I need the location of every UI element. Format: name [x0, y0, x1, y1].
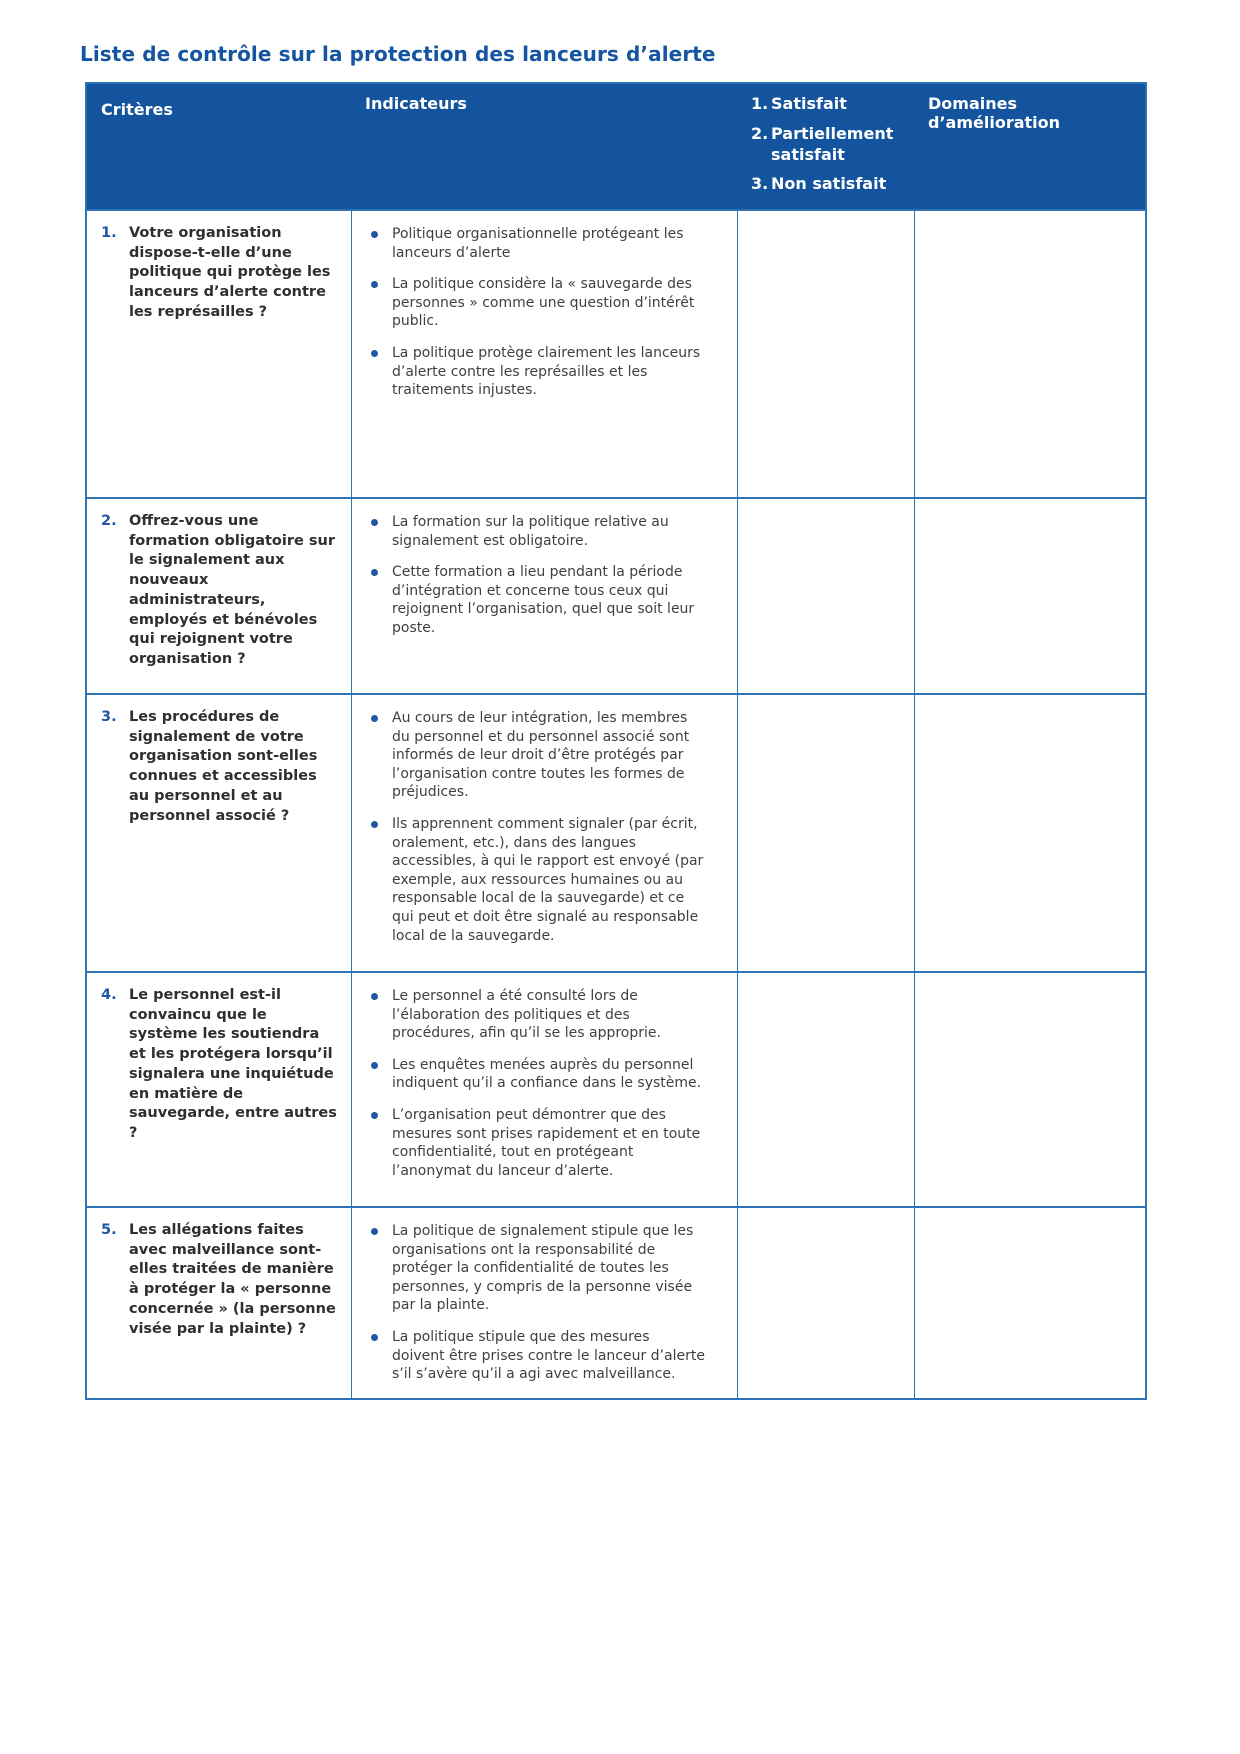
indicator-list	[366, 513, 705, 638]
indicator-text: L’organisation peut démontrer que des mesures sont prises rapidement et en toute confidentialité, tout en protégeant l’anonymat du lanceur d’alerte.	[392, 1107, 701, 1179]
rating-scale-list	[751, 94, 902, 195]
improvement-cell	[914, 499, 1145, 693]
indicators-cell	[351, 973, 737, 1206]
rating-option	[751, 94, 902, 115]
bullet-icon	[371, 281, 378, 288]
criterion-text: Les procédures de signalement de votre organisation sont-elles connues et accessibles au personnel et au personnel associé ?	[129, 709, 318, 824]
indicator-item	[366, 709, 705, 802]
rating-cell	[737, 973, 914, 1206]
checklist-table	[85, 82, 1147, 1400]
indicator-text: Le personnel a été consulté lors de l’élaboration des politiques et des procédures, afin qu’il se les approprie.	[392, 988, 661, 1042]
bullet-icon	[371, 1228, 378, 1235]
indicator-text: La politique de signalement stipule que les organisations ont la responsabilité de protéger la confidentialité de toutes les personnes, y compris de la personne visée par la plainte.	[392, 1223, 694, 1314]
rating-cell	[737, 211, 914, 497]
criterion-number: 5.	[101, 1222, 117, 1238]
indicator-list	[366, 709, 705, 945]
header-criteria: Critères	[101, 100, 173, 119]
bullet-icon	[371, 350, 378, 357]
header-indicators: Indicateurs	[365, 94, 467, 113]
table-header-row	[87, 84, 1145, 209]
indicator-text: Au cours de leur intégration, les membres du personnel et du personnel associé sont informés de leur droit d’être protégés par l’organisation contre toutes les formes de préjudices.	[392, 710, 690, 801]
rating-cell	[737, 695, 914, 971]
indicator-item	[366, 815, 705, 945]
indicator-item	[366, 987, 705, 1043]
indicator-text: Les enquêtes menées auprès du personnel indiquent qu’il a confiance dans le système.	[392, 1056, 702, 1092]
header-improvement: Domaines d’amélioration	[928, 94, 1061, 132]
indicators-cell	[351, 1208, 737, 1398]
indicator-item	[366, 1106, 705, 1180]
improvement-cell	[914, 695, 1145, 971]
criterion-number: 2.	[101, 513, 117, 529]
indicator-text: La politique protège clairement les lanceurs d’alerte contre les représailles et les traitements injustes.	[392, 345, 701, 399]
criterion-text: Offrez-vous une formation obligatoire sur le signalement aux nouveaux administrateurs, employés et bénévoles qui rejoignent votre organisation ?	[129, 513, 335, 668]
improvement-cell	[914, 211, 1145, 497]
criterion-cell	[87, 1208, 351, 1398]
indicator-item	[366, 513, 705, 550]
rating-option-label: Non satisfait	[771, 174, 887, 194]
indicators-cell	[351, 211, 737, 497]
table-row	[87, 693, 1145, 971]
rating-option-label: Satisfait	[771, 94, 847, 113]
table-row	[87, 971, 1145, 1206]
indicator-item	[366, 1222, 705, 1315]
rating-option	[751, 124, 902, 166]
table-row	[87, 497, 1145, 693]
bullet-icon	[371, 519, 378, 526]
rating-cell	[737, 499, 914, 693]
table-row	[87, 1206, 1145, 1398]
criterion-number: 1.	[101, 225, 117, 241]
indicator-text: Politique organisationnelle protégeant les lanceurs d’alerte	[392, 226, 684, 261]
bullet-icon	[371, 1062, 378, 1069]
criterion-cell	[87, 973, 351, 1206]
criterion-text: Les allégations faites avec malveillance sont-elles traitées de manière à protéger la « personne concernée » (la personne visée par la plainte) ?	[129, 1222, 336, 1337]
criterion-text: Votre organisation dispose-t-elle d’une politique qui protège les lanceurs d’alerte contre les représailles ?	[129, 225, 331, 320]
bullet-icon	[371, 231, 378, 238]
indicator-text: La formation sur la politique relative au signalement est obligatoire.	[392, 514, 669, 549]
indicator-item	[366, 275, 705, 331]
page-title: Liste de contrôle sur la protection des lanceurs d’alerte	[80, 42, 716, 66]
criterion-cell	[87, 211, 351, 497]
rating-option-number: 1.	[751, 94, 769, 113]
indicator-list	[366, 987, 705, 1180]
indicators-cell	[351, 499, 737, 693]
rating-option-number: 2.	[751, 123, 769, 143]
criterion-number: 4.	[101, 987, 117, 1003]
bullet-icon	[371, 821, 378, 828]
criterion-cell	[87, 499, 351, 693]
indicator-text: La politique considère la « sauvegarde des personnes » comme une question d’intérêt public.	[392, 276, 695, 330]
rating-cell	[737, 1208, 914, 1398]
rating-option-number: 3.	[751, 174, 769, 194]
bullet-icon	[371, 1334, 378, 1341]
indicator-item	[366, 1056, 705, 1093]
bullet-icon	[371, 993, 378, 1000]
criterion-text: Le personnel est-il convaincu que le système les soutiendra et les protégera lorsqu’il signalera une inquiétude en matière de sauvegarde, entre autres ?	[129, 987, 337, 1142]
bullet-icon	[371, 569, 378, 576]
indicator-list	[366, 1222, 705, 1384]
indicator-item	[366, 563, 705, 637]
rating-option-label: Partiellement satisfait	[771, 123, 894, 164]
indicator-text: Cette formation a lieu pendant la période d’intégration et concerne tous ceux qui rejoignent l’organisation, quel que soit leur poste.	[392, 564, 695, 637]
indicator-list	[366, 225, 705, 400]
criterion-cell	[87, 695, 351, 971]
bullet-icon	[371, 1112, 378, 1119]
header-rating-scale	[737, 84, 914, 209]
bullet-icon	[371, 715, 378, 722]
criterion-number: 3.	[101, 709, 117, 725]
indicator-item	[366, 344, 705, 400]
indicator-text: Ils apprennent comment signaler (par écrit, oralement, etc.), dans des langues accessibles, à qui le rapport est envoyé (par exemple, aux ressources humaines ou au responsable local de la sauvegarde) et ce qui peut et doit être signalé au responsable local de la sauvegarde.	[392, 816, 704, 944]
improvement-cell	[914, 973, 1145, 1206]
indicator-text: La politique stipule que des mesures doivent être prises contre le lanceur d’alerte s’il s’avère qu’il a agi avec malveillance.	[392, 1329, 705, 1383]
improvement-cell	[914, 1208, 1145, 1398]
indicators-cell	[351, 695, 737, 971]
table-row	[87, 209, 1145, 497]
rating-option	[751, 174, 902, 195]
indicator-item	[366, 225, 705, 262]
indicator-item	[366, 1328, 705, 1384]
